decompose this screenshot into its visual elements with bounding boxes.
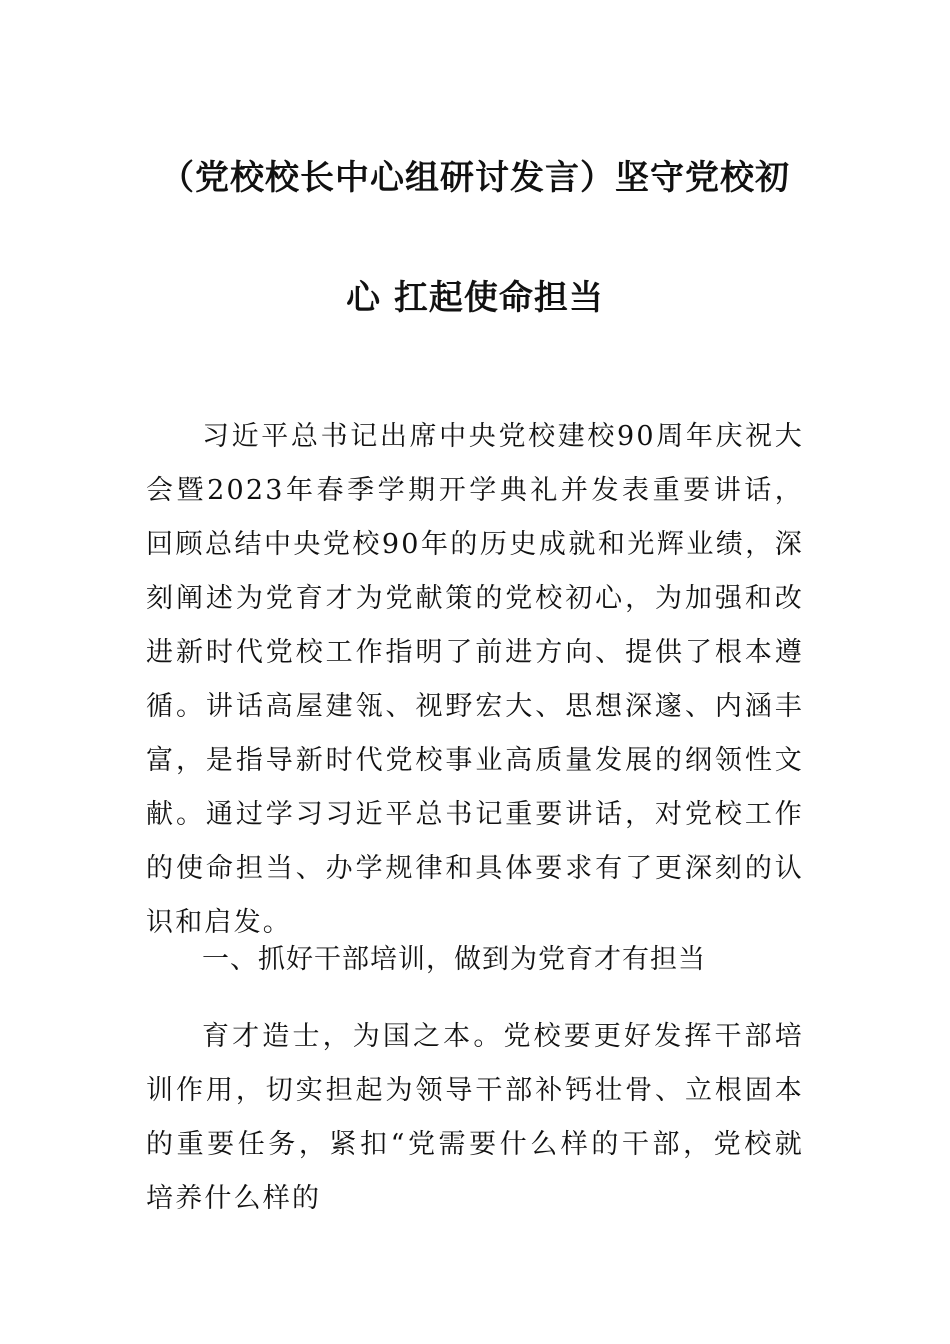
document-title-line-2: 心 扛起使命担当 [346, 278, 604, 318]
body-paragraph-section-1: 育才造士，为国之本。党校要更好发挥干部培训作用，切实担起为领导干部补钙壮骨、立根固本的重要任务，紧扣“党需要什么样的干部，党校就培养什么样的 [146, 1021, 804, 1214]
section-heading-1: 一、抓好干部培训，做到为党育才有担当 [202, 944, 706, 975]
document-title-line-1: （党校校长中心组研讨发言）坚守党校初 [160, 158, 790, 198]
body-paragraph-intro: 习近平总书记出席中央党校建校90周年庆祝大会暨2023年春季学期开学典礼并发表重要讲话，回顾总结中央党校90年的历史成就和光辉业绩，深刻阐述为党育才为党献策的党校初心，为加强和改进新时代党校工作指明了前进方向、提供了根本遵循。讲话高屋建瓴、视野宏大、思想深邃、内涵丰富，是指导新时代党校事业高质量发展的纲领性文献。通过学习习近平总书记重要讲话，对党校工作的使命担当、办学规律和具体要求有了更深刻的认识和启发。 [146, 421, 804, 938]
